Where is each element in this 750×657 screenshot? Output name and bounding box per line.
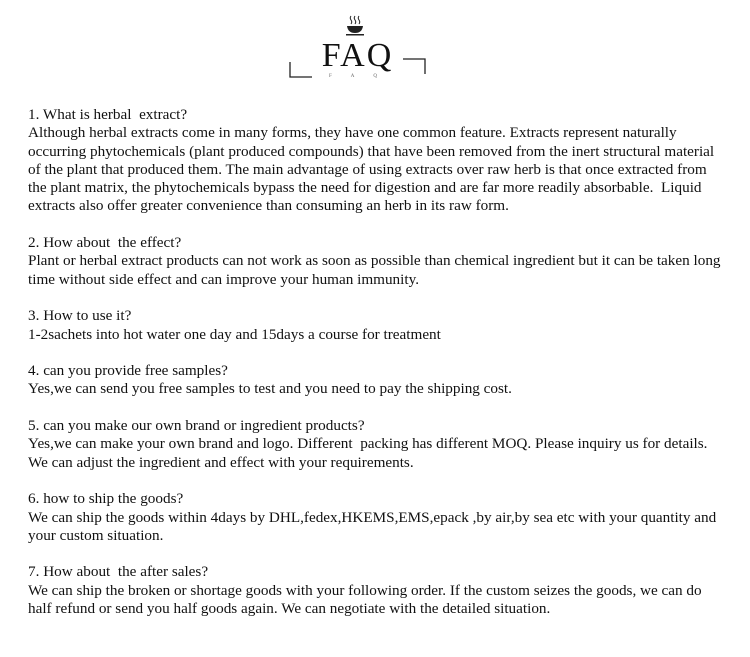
faq-answer: 1-2sachets into hot water one day and 15days a course for treatment [28, 325, 441, 343]
faq-question: 1. What is herbal extract? [28, 106, 188, 123]
faq-answer: Plant or herbal extract products can not work as soon as possible than chemical ingredient but it can be taken long time without side effect and can improve your human immunity. [28, 252, 725, 288]
faq-question: 4. can you provide free samples? [28, 362, 228, 380]
faq-title: FAQ [321, 37, 394, 74]
faq-answer: Although herbal extracts come in many forms, they have one common feature. Extracts represent naturally occurring phytochemicals (plant produced compounds) that have been removed from the inert structural material of the plant that produced them. The main advantage of using extracts over raw herb is that once extracted from the plant matrix, the phytochemicals bypass the need for digestion and are far more readily absorbable. Liquid extracts also offer greater convenience than consuming an herb in its raw form. [28, 124, 718, 215]
faq-question: 3. How to use it? [28, 307, 132, 325]
faq-list [28, 106, 728, 637]
faq-item [28, 234, 728, 289]
faq-question: 2. How about the effect? [28, 234, 182, 252]
faq-item [28, 417, 728, 472]
faq-question: 7. How about the after sales? [28, 563, 209, 581]
teacup-icon [344, 14, 366, 36]
faq-answer: We can ship the goods within 4days by DHL,fedex,HKEMS,EMS,epack ,by air,by sea etc with your quantity and your custom situation. [28, 508, 721, 544]
faq-answer: Yes,we can send you free samples to test and you need to pay the shipping cost. [28, 380, 512, 398]
faq-subtitle: F A Q [329, 74, 386, 79]
faq-item [28, 563, 728, 618]
faq-question: 6. how to ship the goods? [28, 490, 184, 508]
faq-item [28, 490, 728, 545]
faq-item [28, 362, 728, 399]
faq-answer: Yes,we can make your own brand and logo. Different packing has different MOQ. Please inquiry us for details. We can adjust the ingredient and effect with your requirements. [28, 435, 712, 471]
faq-item [28, 307, 728, 344]
faq-item [28, 106, 728, 216]
faq-question: 5. can you make our own brand or ingredient products? [28, 417, 365, 435]
faq-header [0, 0, 750, 100]
faq-answer: We can ship the broken or shortage goods with your following order. If the custom seizes the goods, we can do half refund or send you half goods again. We can negotiate with the detailed situation. [28, 581, 706, 618]
